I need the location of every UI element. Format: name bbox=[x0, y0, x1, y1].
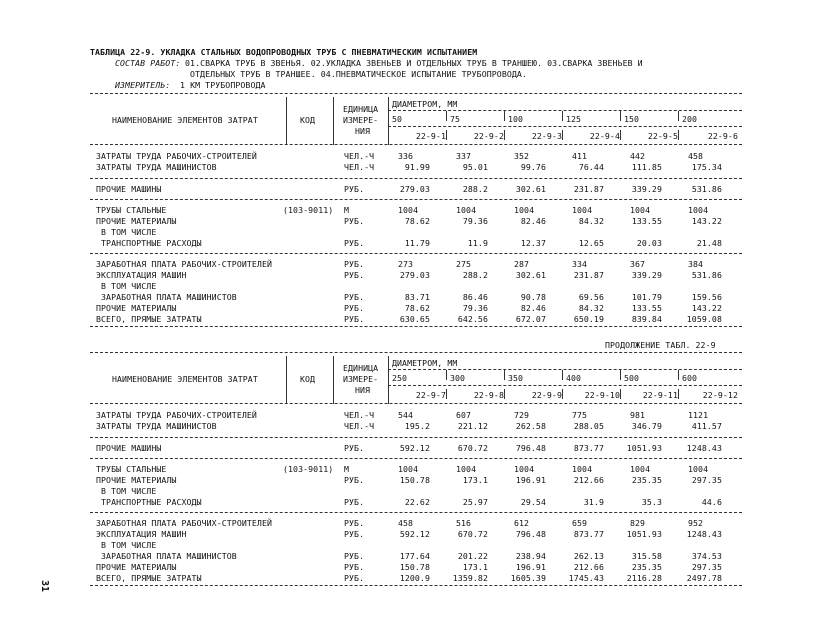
row-unit: РУБ. bbox=[344, 184, 365, 194]
value-cell: 150.78 bbox=[399, 562, 430, 572]
value-cell: 288.2 bbox=[462, 184, 488, 194]
row-unit: РУБ. bbox=[344, 314, 365, 324]
row-name: ТРУБЫ СТАЛЬНЫЕ bbox=[96, 205, 167, 215]
value-cell: 1745.43 bbox=[568, 573, 604, 583]
value-cell: 84.32 bbox=[578, 216, 604, 226]
row-name: ТРАНСПОРТНЫЕ РАСХОДЫ bbox=[96, 497, 202, 507]
continuation-label: ПРОДОЛЖЕНИЕ ТАБЛ. 22-9 bbox=[605, 340, 716, 350]
value-cell: 111.85 bbox=[631, 162, 662, 172]
row-unit: М bbox=[344, 464, 350, 474]
diameter-cell: 200 bbox=[682, 114, 698, 124]
value-cell: 672.07 bbox=[515, 314, 546, 324]
value-cell: 670.72 bbox=[457, 529, 488, 539]
row-code: (103-9011) bbox=[283, 205, 334, 215]
value-cell: 411.57 bbox=[691, 421, 722, 431]
value-cell: 650.19 bbox=[573, 314, 604, 324]
rule bbox=[90, 458, 742, 459]
row-name: ЗАРАБОТНАЯ ПЛАТА РАБОЧИХ-СТРОИТЕЛЕЙ bbox=[96, 518, 273, 528]
row-name: В ТОМ ЧИСЛЕ bbox=[96, 227, 157, 237]
value-cell: 31.9 bbox=[583, 497, 604, 507]
row-unit: ЧЕЛ.-Ч bbox=[344, 162, 375, 172]
row-unit: РУБ. bbox=[344, 238, 365, 248]
row-code: (103-9011) bbox=[283, 464, 334, 474]
diameter-cell: 125 bbox=[566, 114, 582, 124]
row-unit: М bbox=[344, 205, 350, 215]
value-cell: 231.87 bbox=[573, 270, 604, 280]
value-cell: 302.61 bbox=[515, 270, 546, 280]
header-name: НАИМЕНОВАНИЕ ЭЛЕМЕНТОВ ЗАТРАТ bbox=[112, 374, 258, 384]
value-cell: 82.46 bbox=[520, 303, 546, 313]
value-cell: 11.9 bbox=[467, 238, 488, 248]
value-cell: 2116.28 bbox=[626, 573, 662, 583]
code-cell: 22-9-3 bbox=[531, 131, 562, 141]
row-name: ПРОЧИЕ МАТЕРИАЛЫ bbox=[96, 303, 177, 313]
row-name: ЭКСПЛУАТАЦИЯ МАШИН bbox=[96, 529, 187, 539]
value-cell: 44.6 bbox=[701, 497, 722, 507]
diameter-cell: 600 bbox=[682, 373, 698, 383]
rule bbox=[90, 326, 742, 327]
value-cell: 442 bbox=[630, 151, 646, 161]
header-unit-3: НИЯ bbox=[355, 126, 371, 136]
value-cell: 1004 bbox=[572, 464, 593, 474]
code-cell: 22-9-6 bbox=[707, 131, 738, 141]
separator bbox=[388, 97, 389, 145]
value-cell: 196.91 bbox=[515, 562, 546, 572]
row-name: ПРОЧИЕ МАТЕРИАЛЫ bbox=[96, 475, 177, 485]
value-cell: 83.71 bbox=[404, 292, 430, 302]
work-label: СОСТАВ РАБОТ: bbox=[115, 58, 181, 68]
meter-value: 1 КМ ТРУБОПРОВОДА bbox=[175, 80, 266, 90]
value-cell: 21.48 bbox=[696, 238, 722, 248]
row-name: ЗАРАБОТНАЯ ПЛАТА МАШИНИСТОВ bbox=[96, 292, 237, 302]
separator bbox=[446, 370, 447, 380]
rule bbox=[388, 369, 742, 370]
value-cell: 952 bbox=[688, 518, 704, 528]
value-cell: 1051.93 bbox=[626, 529, 662, 539]
row-unit: РУБ. bbox=[344, 303, 365, 313]
code-cell: 22-9-5 bbox=[647, 131, 678, 141]
value-cell: 297.35 bbox=[691, 475, 722, 485]
separator bbox=[620, 370, 621, 380]
value-cell: 297.35 bbox=[691, 562, 722, 572]
separator bbox=[504, 389, 505, 399]
diameter-cell: 300 bbox=[450, 373, 466, 383]
code-cell: 22-9-4 bbox=[589, 131, 620, 141]
rule bbox=[90, 253, 742, 254]
diameter-cell: 150 bbox=[624, 114, 640, 124]
value-cell: 84.32 bbox=[578, 303, 604, 313]
row-unit: РУБ. bbox=[344, 551, 365, 561]
value-cell: 839.84 bbox=[631, 314, 662, 324]
row-unit: РУБ. bbox=[344, 259, 365, 269]
value-cell: 873.77 bbox=[573, 443, 604, 453]
value-cell: 273 bbox=[398, 259, 414, 269]
value-cell: 212.66 bbox=[573, 562, 604, 572]
value-cell: 150.78 bbox=[399, 475, 430, 485]
value-cell: 177.64 bbox=[399, 551, 430, 561]
value-cell: 25.97 bbox=[462, 497, 488, 507]
row-name: ПРОЧИЕ МАШИНЫ bbox=[96, 443, 162, 453]
value-cell: 1200.9 bbox=[399, 573, 430, 583]
value-cell: 29.54 bbox=[520, 497, 546, 507]
row-name: ПРОЧИЕ МАТЕРИАЛЫ bbox=[96, 562, 177, 572]
value-cell: 1248.43 bbox=[686, 443, 722, 453]
table-title: ТАБЛИЦА 22-9. УКЛАДКА СТАЛЬНЫХ ВОДОПРОВОДНЫХ ТРУБ С ПНЕВМАТИЧЕСКИМ ИСПЫТАНИЕМ bbox=[90, 47, 478, 57]
row-name: ПРОЧИЕ МАТЕРИАЛЫ bbox=[96, 216, 177, 226]
code-cell: 22-9-12 bbox=[702, 390, 738, 400]
rule bbox=[90, 93, 742, 94]
separator bbox=[333, 97, 334, 145]
separator bbox=[678, 389, 679, 399]
value-cell: 143.22 bbox=[691, 216, 722, 226]
row-unit: ЧЕЛ.-Ч bbox=[344, 151, 375, 161]
value-cell: 458 bbox=[688, 151, 704, 161]
value-cell: 337 bbox=[456, 151, 472, 161]
work-line-2: ОТДЕЛЬНЫХ ТРУБ В ТРАНШЕЕ. 04.ПНЕВМАТИЧЕСКОЕ ИСПЫТАНИЕ ТРУБОПРОВОДА. bbox=[190, 69, 527, 79]
value-cell: 231.87 bbox=[573, 184, 604, 194]
row-name: ВСЕГО, ПРЯМЫЕ ЗАТРАТЫ bbox=[96, 314, 202, 324]
value-cell: 221.12 bbox=[457, 421, 488, 431]
row-name: В ТОМ ЧИСЛЕ bbox=[96, 486, 157, 496]
header-unit-3: НИЯ bbox=[355, 385, 371, 395]
rule bbox=[90, 585, 742, 586]
value-cell: 133.55 bbox=[631, 216, 662, 226]
value-cell: 91.99 bbox=[404, 162, 430, 172]
value-cell: 1605.39 bbox=[510, 573, 546, 583]
value-cell: 86.46 bbox=[462, 292, 488, 302]
value-cell: 95.01 bbox=[462, 162, 488, 172]
diameter-cell: 250 bbox=[392, 373, 408, 383]
value-cell: 458 bbox=[398, 518, 414, 528]
row-unit: РУБ. bbox=[344, 270, 365, 280]
value-cell: 99.76 bbox=[520, 162, 546, 172]
row-name: ВСЕГО, ПРЯМЫЕ ЗАТРАТЫ bbox=[96, 573, 202, 583]
row-name: ЗАТРАТЫ ТРУДА МАШИНИСТОВ bbox=[96, 421, 217, 431]
value-cell: 175.34 bbox=[691, 162, 722, 172]
row-name: В ТОМ ЧИСЛЕ bbox=[96, 281, 157, 291]
value-cell: 12.37 bbox=[520, 238, 546, 248]
meter-label: ИЗМЕРИТЕЛЬ: bbox=[115, 80, 171, 90]
value-cell: 339.29 bbox=[631, 184, 662, 194]
diameter-cell: 350 bbox=[508, 373, 524, 383]
row-unit: РУБ. bbox=[344, 518, 365, 528]
separator bbox=[562, 370, 563, 380]
row-name: ЭКСПЛУАТАЦИЯ МАШИН bbox=[96, 270, 187, 280]
value-cell: 173.1 bbox=[462, 475, 488, 485]
value-cell: 659 bbox=[572, 518, 588, 528]
value-cell: 775 bbox=[572, 410, 588, 420]
separator bbox=[562, 111, 563, 121]
value-cell: 2497.78 bbox=[686, 573, 722, 583]
code-cell: 22-9-7 bbox=[415, 390, 446, 400]
row-name: ЗАТРАТЫ ТРУДА МАШИНИСТОВ bbox=[96, 162, 217, 172]
row-unit: РУБ. bbox=[344, 475, 365, 485]
code-cell: 22-9-8 bbox=[473, 390, 504, 400]
value-cell: 22.62 bbox=[404, 497, 430, 507]
value-cell: 352 bbox=[514, 151, 530, 161]
value-cell: 69.56 bbox=[578, 292, 604, 302]
separator bbox=[388, 356, 389, 404]
value-cell: 287 bbox=[514, 259, 530, 269]
value-cell: 79.36 bbox=[462, 216, 488, 226]
header-code: КОД bbox=[300, 115, 316, 125]
value-cell: 279.03 bbox=[399, 184, 430, 194]
value-cell: 1004 bbox=[398, 205, 419, 215]
code-cell: 22-9-10 bbox=[584, 390, 620, 400]
value-cell: 384 bbox=[688, 259, 704, 269]
value-cell: 201.22 bbox=[457, 551, 488, 561]
value-cell: 101.79 bbox=[631, 292, 662, 302]
row-unit: РУБ. bbox=[344, 216, 365, 226]
rule bbox=[90, 403, 742, 404]
value-cell: 1051.93 bbox=[626, 443, 662, 453]
header-unit-2: ИЗМЕРЕ- bbox=[343, 115, 379, 125]
value-cell: 642.56 bbox=[457, 314, 488, 324]
rule bbox=[90, 144, 742, 145]
value-cell: 262.58 bbox=[515, 421, 546, 431]
value-cell: 346.79 bbox=[631, 421, 662, 431]
value-cell: 76.44 bbox=[578, 162, 604, 172]
separator bbox=[678, 111, 679, 121]
separator bbox=[504, 130, 505, 140]
value-cell: 1359.82 bbox=[452, 573, 488, 583]
value-cell: 592.12 bbox=[399, 529, 430, 539]
value-cell: 374.53 bbox=[691, 551, 722, 561]
row-name: ТРАНСПОРТНЫЕ РАСХОДЫ bbox=[96, 238, 202, 248]
rule bbox=[90, 199, 742, 200]
row-unit: РУБ. bbox=[344, 573, 365, 583]
value-cell: 516 bbox=[456, 518, 472, 528]
value-cell: 339.29 bbox=[631, 270, 662, 280]
value-cell: 592.12 bbox=[399, 443, 430, 453]
code-cell: 22-9-11 bbox=[642, 390, 678, 400]
value-cell: 531.86 bbox=[691, 184, 722, 194]
value-cell: 1004 bbox=[456, 205, 477, 215]
header-unit-1: ЕДИНИЦА bbox=[343, 363, 379, 373]
value-cell: 195.2 bbox=[404, 421, 430, 431]
code-cell: 22-9-2 bbox=[473, 131, 504, 141]
value-cell: 607 bbox=[456, 410, 472, 420]
value-cell: 544 bbox=[398, 410, 414, 420]
value-cell: 35.3 bbox=[641, 497, 662, 507]
row-name: В ТОМ ЧИСЛЕ bbox=[96, 540, 157, 550]
value-cell: 873.77 bbox=[573, 529, 604, 539]
value-cell: 1248.43 bbox=[686, 529, 722, 539]
value-cell: 796.48 bbox=[515, 529, 546, 539]
value-cell: 1004 bbox=[688, 205, 709, 215]
value-cell: 12.65 bbox=[578, 238, 604, 248]
value-cell: 82.46 bbox=[520, 216, 546, 226]
header-diameter: ДИАМЕТРОМ, ММ bbox=[392, 99, 458, 109]
row-unit: РУБ. bbox=[344, 562, 365, 572]
separator bbox=[446, 130, 447, 140]
value-cell: 279.03 bbox=[399, 270, 430, 280]
row-name: ПРОЧИЕ МАШИНЫ bbox=[96, 184, 162, 194]
value-cell: 315.58 bbox=[631, 551, 662, 561]
value-cell: 367 bbox=[630, 259, 646, 269]
value-cell: 159.56 bbox=[691, 292, 722, 302]
value-cell: 173.1 bbox=[462, 562, 488, 572]
value-cell: 796.48 bbox=[515, 443, 546, 453]
value-cell: 196.91 bbox=[515, 475, 546, 485]
code-cell: 22-9-9 bbox=[531, 390, 562, 400]
row-name: ТРУБЫ СТАЛЬНЫЕ bbox=[96, 464, 167, 474]
value-cell: 411 bbox=[572, 151, 588, 161]
rule bbox=[90, 178, 742, 179]
separator bbox=[333, 356, 334, 404]
value-cell: 1004 bbox=[514, 205, 535, 215]
separator bbox=[620, 389, 621, 399]
separator bbox=[562, 130, 563, 140]
value-cell: 79.36 bbox=[462, 303, 488, 313]
diameter-cell: 75 bbox=[450, 114, 461, 124]
row-unit: РУБ. bbox=[344, 497, 365, 507]
rule bbox=[90, 352, 742, 353]
row-name: ЗАРАБОТНАЯ ПЛАТА РАБОЧИХ-СТРОИТЕЛЕЙ bbox=[96, 259, 273, 269]
value-cell: 288.05 bbox=[573, 421, 604, 431]
value-cell: 11.79 bbox=[404, 238, 430, 248]
header-code: КОД bbox=[300, 374, 316, 384]
value-cell: 1121 bbox=[688, 410, 709, 420]
value-cell: 78.62 bbox=[404, 216, 430, 226]
rule bbox=[388, 126, 742, 127]
row-name: ЗАТРАТЫ ТРУДА РАБОЧИХ-СТРОИТЕЛЕЙ bbox=[96, 410, 257, 420]
value-cell: 612 bbox=[514, 518, 530, 528]
code-cell: 22-9-1 bbox=[415, 131, 446, 141]
value-cell: 1004 bbox=[630, 464, 651, 474]
row-unit: ЧЕЛ.-Ч bbox=[344, 410, 375, 420]
value-cell: 829 bbox=[630, 518, 646, 528]
separator bbox=[504, 370, 505, 380]
separator bbox=[286, 356, 287, 404]
page-number: 31 bbox=[39, 580, 50, 593]
rule bbox=[388, 110, 742, 111]
diameter-cell: 400 bbox=[566, 373, 582, 383]
value-cell: 1004 bbox=[688, 464, 709, 474]
separator bbox=[678, 370, 679, 380]
separator bbox=[504, 111, 505, 121]
value-cell: 133.55 bbox=[631, 303, 662, 313]
value-cell: 235.35 bbox=[631, 475, 662, 485]
value-cell: 238.94 bbox=[515, 551, 546, 561]
rule bbox=[388, 385, 742, 386]
separator bbox=[286, 97, 287, 145]
diameter-cell: 500 bbox=[624, 373, 640, 383]
value-cell: 78.62 bbox=[404, 303, 430, 313]
separator bbox=[562, 389, 563, 399]
header-unit-1: ЕДИНИЦА bbox=[343, 104, 379, 114]
separator bbox=[620, 130, 621, 140]
value-cell: 235.35 bbox=[631, 562, 662, 572]
rule bbox=[90, 512, 742, 513]
value-cell: 336 bbox=[398, 151, 414, 161]
value-cell: 90.78 bbox=[520, 292, 546, 302]
separator bbox=[678, 130, 679, 140]
value-cell: 302.61 bbox=[515, 184, 546, 194]
row-name: ЗАРАБОТНАЯ ПЛАТА МАШИНИСТОВ bbox=[96, 551, 237, 561]
value-cell: 1004 bbox=[572, 205, 593, 215]
row-unit: РУБ. bbox=[344, 443, 365, 453]
value-cell: 212.66 bbox=[573, 475, 604, 485]
rule bbox=[90, 437, 742, 438]
value-cell: 275 bbox=[456, 259, 472, 269]
diameter-cell: 100 bbox=[508, 114, 524, 124]
value-cell: 334 bbox=[572, 259, 588, 269]
separator bbox=[446, 389, 447, 399]
value-cell: 729 bbox=[514, 410, 530, 420]
value-cell: 531.86 bbox=[691, 270, 722, 280]
row-unit: РУБ. bbox=[344, 292, 365, 302]
value-cell: 1004 bbox=[514, 464, 535, 474]
row-unit: ЧЕЛ.-Ч bbox=[344, 421, 375, 431]
separator bbox=[620, 111, 621, 121]
diameter-cell: 50 bbox=[392, 114, 403, 124]
value-cell: 1004 bbox=[456, 464, 477, 474]
value-cell: 288.2 bbox=[462, 270, 488, 280]
header-diameter: ДИАМЕТРОМ, ММ bbox=[392, 358, 458, 368]
value-cell: 1059.08 bbox=[686, 314, 722, 324]
header-name: НАИМЕНОВАНИЕ ЭЛЕМЕНТОВ ЗАТРАТ bbox=[112, 115, 258, 125]
value-cell: 20.03 bbox=[636, 238, 662, 248]
work-line-1: 01.СВАРКА ТРУБ В ЗВЕНЬЯ. 02.УКЛАДКА ЗВЕНЬЕВ И ОТДЕЛЬНЫХ ТРУБ В ТРАНШЕЮ. 03.СВАРКА ЗВЕНЬЕВ И bbox=[180, 58, 643, 68]
value-cell: 143.22 bbox=[691, 303, 722, 313]
value-cell: 670.72 bbox=[457, 443, 488, 453]
value-cell: 981 bbox=[630, 410, 646, 420]
row-unit: РУБ. bbox=[344, 529, 365, 539]
value-cell: 1004 bbox=[630, 205, 651, 215]
row-name: ЗАТРАТЫ ТРУДА РАБОЧИХ-СТРОИТЕЛЕЙ bbox=[96, 151, 257, 161]
value-cell: 630.65 bbox=[399, 314, 430, 324]
value-cell: 1004 bbox=[398, 464, 419, 474]
separator bbox=[446, 111, 447, 121]
value-cell: 262.13 bbox=[573, 551, 604, 561]
header-unit-2: ИЗМЕРЕ- bbox=[343, 374, 379, 384]
